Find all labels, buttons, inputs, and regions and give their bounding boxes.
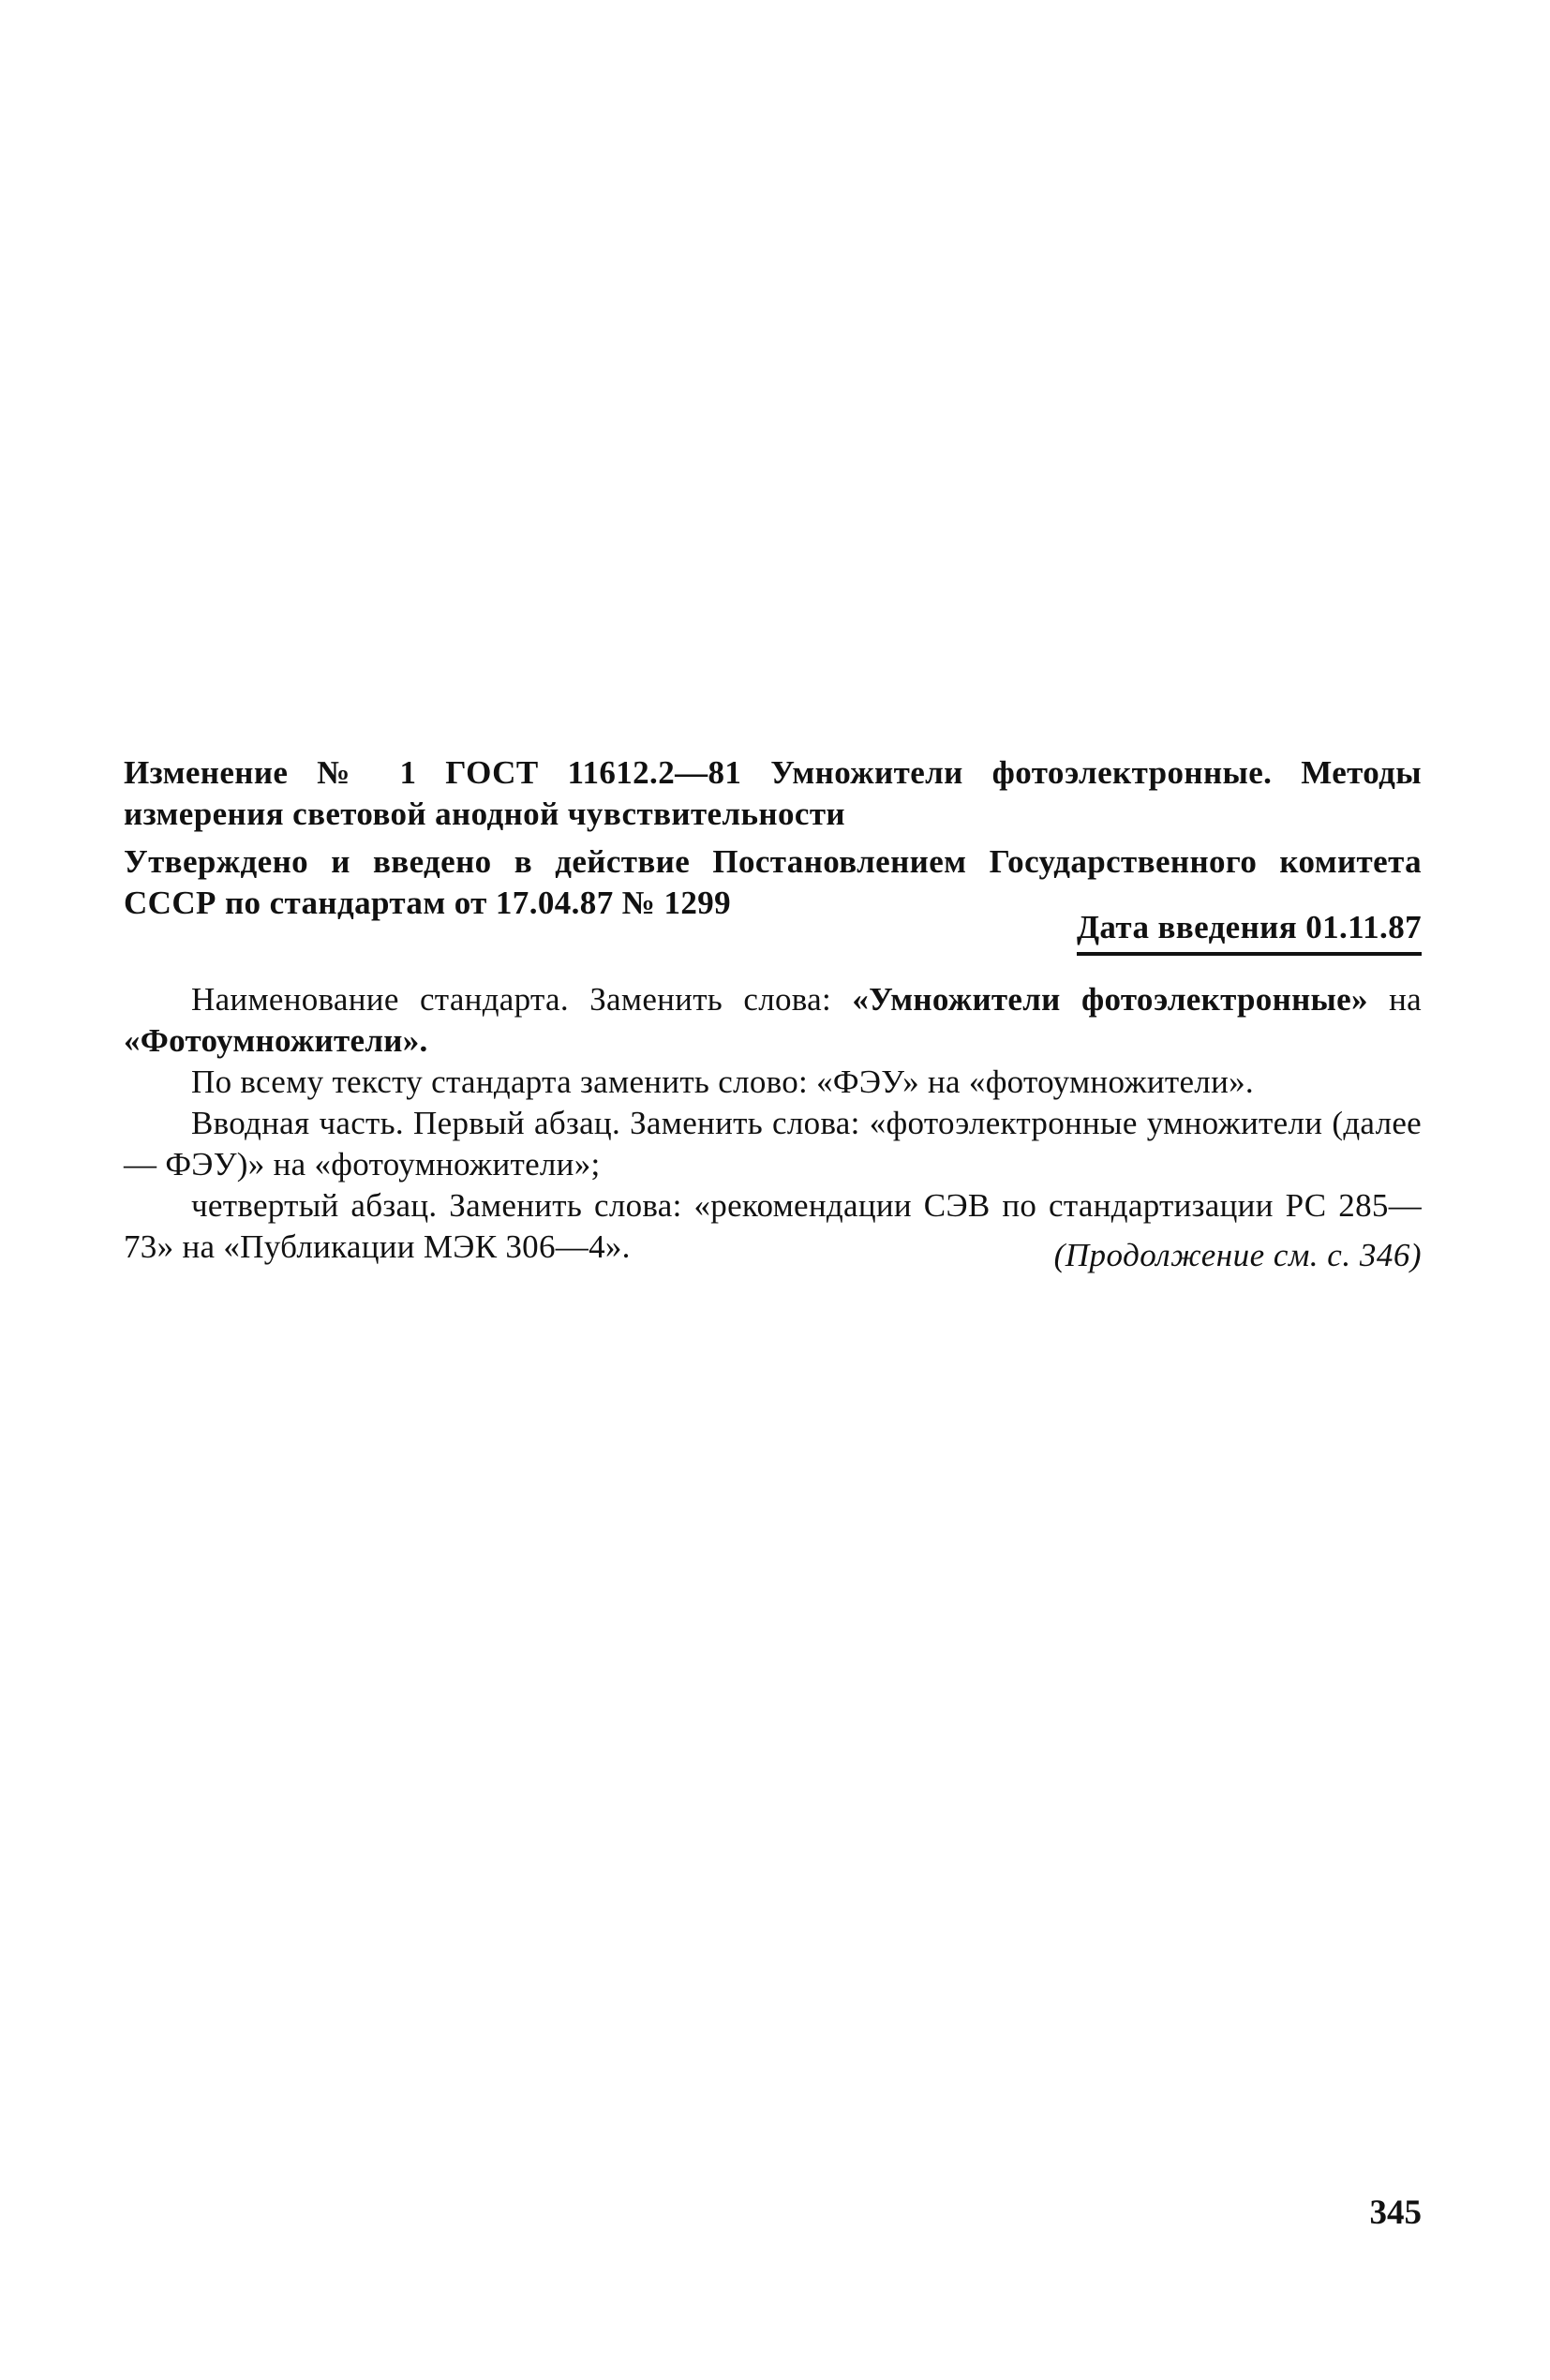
page-number: 345 [1369, 2194, 1422, 2232]
old-term: «Умножители фотоэлектронные» [852, 981, 1368, 1018]
effective-date-block [1077, 907, 1422, 956]
paragraph-standard-name-prefix: Наименование стандарта. Заменить слова: [191, 981, 853, 1018]
paragraph-introduction: Вводная часть. Первый абзац. Заменить слова: «фотоэлектронные умножители (далее — ФЭУ)» на «фотоумножители»; [124, 1105, 1422, 1183]
continuation-note: (Продолжение см. с. 346) [1053, 1237, 1422, 1273]
amendment-title: Изменение № 1 ГОСТ 11612.2—81 Умножители фотоэлектронные. Методы измерения световой анодной чувствительности [124, 754, 1422, 832]
paragraph-standard-name [124, 979, 1422, 1062]
paragraph-fourth-abstract: четвертый абзац. Заменить слова: «рекомендации СЭВ по стандартизации РС 285—73» на «Публикации МЭК 306—4». [124, 1187, 1422, 1265]
paragraph-whole-text: По всему тексту стандарта заменить слово: «ФЭУ» на «фотоумножители». [191, 1064, 1254, 1100]
effective-date: Дата введения 01.11.87 [1077, 907, 1422, 956]
paragraph-standard-name-mid: на [1367, 981, 1422, 1018]
amendment-body [124, 979, 1422, 1268]
approval-statement: Утверждено и введено в действие Постановлением Государственного комитета СССР по стандартам от 17.04.87 № 1299 [124, 843, 1422, 921]
new-term: «Фотоумножители». [124, 1022, 428, 1059]
